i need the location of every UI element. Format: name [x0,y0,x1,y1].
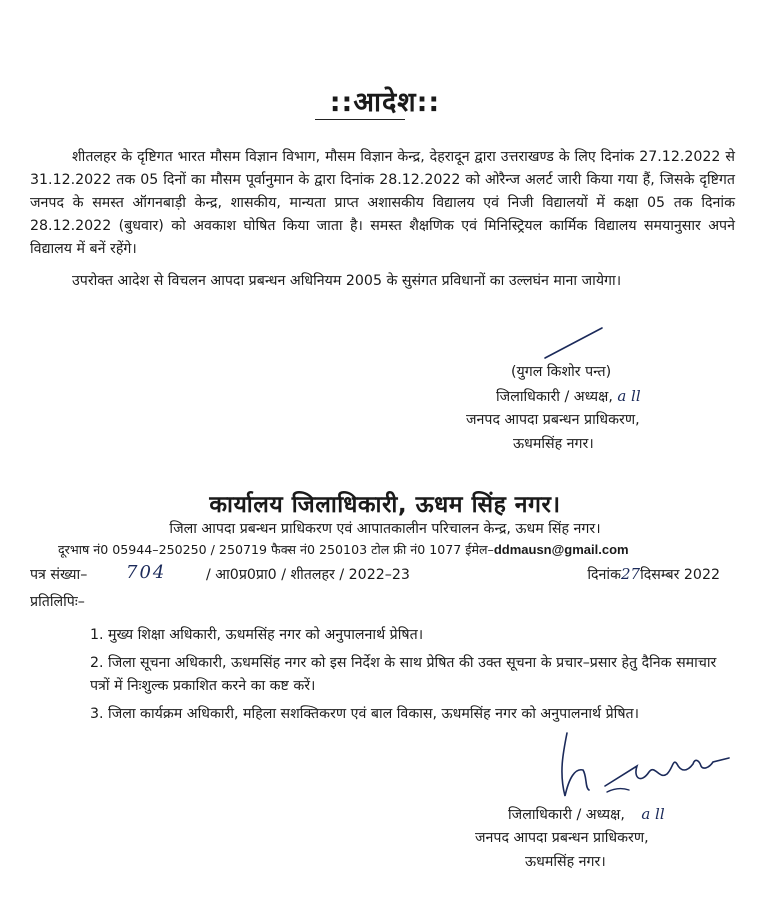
bottom-signature-block [508,802,665,827]
bottom-handwritten-initials: a ll [641,805,665,823]
copy-item-2: 2. जिला सूचना अधिकारी, ऊधमसिंह नगर को इस निर्देश के साथ प्रेषित की उक्त सूचना के प्रचार–प्रसार हेतु दैनिक समाचार पत्रों में निःशुल्क प्रकाशित करने का कष्ट करें। [90,655,717,694]
order-paragraph-1-text: शीतलहर के दृष्टिगत भारत मौसम विज्ञान विभाग, मौसम विज्ञान केन्द्र, देहरादून द्वारा उत्तराखण्ड के लिए दिनांक 27.12.2022 से 31.12.2022 तक 05 दिनों का मौसम पूर्वानुमान के द्वारा दिनांक 28.12.2022 को ओरैन्ज अलर्ट जारी किया गया हैं, जिसके दृष्टिगत जनपद के समस्त ऑगनबाड़ी केन्द्र, शासकीय, मान्यता प्राप्त अशासकीय विद्यालय एवं निजी विद्यालयों में कक्षा 05 तक दिनांक 28.12.2022 (बुधवार) को अवकाश घोषित किया जाता है। समस्त शैक्षणिक एवं मिनिस्ट्रियल कार्मिक विद्यालय समयानुसार अपने विद्यालय में बनें रहेंगे। [30,149,735,257]
signatory-designation: जिलाधिकारी / अध्यक्ष, [496,389,613,405]
contact-email: ddmausn@gmail.com [493,542,629,557]
reference-path: / आ0प्र0प्रा0 / शीतलहर / 2022–23 [206,567,410,583]
signatory-name: (युगल किशोर पन्त) [511,364,612,380]
bottom-place: ऊधमसिंह नगर। [525,854,606,870]
reference-line [30,562,720,589]
date-day: 27 [620,565,641,583]
reference-number: 704 [126,562,167,583]
bottom-designation-line [508,802,665,827]
office-heading: कार्यालय जिलाधिकारी, ऊधम सिंह नगर। [209,492,561,518]
order-paragraph-2 [30,270,735,293]
order-paragraph-2-text: उपरोक्त आदेश से विचलन आपदा प्रबन्धन अधिनियम 2005 के सुसंगत प्रविधानों का उल्लघंन माना जायेगा। [72,273,622,289]
copy-list [90,624,720,731]
reference-date [587,565,720,584]
copy-item-1: 1. मुख्य शिक्षा अधिकारी, ऊधमसिंह नगर को अनुपालनार्थ प्रेषित। [90,627,424,643]
copy-item-3: 3. जिला कार्यक्रम अधिकारी, महिला सशक्तिकरण एवं बाल विकास, ऊधमसिंह नगर को अनुपालनार्थ प्रेषित। [90,706,640,722]
signatory-designation-line [496,384,641,409]
bottom-signature-scribble [545,728,735,803]
office-contact [58,541,738,558]
title-underline [315,119,405,120]
reference-label: पत्र संख्या– [30,567,88,583]
copy-label: प्रतिलिपिः– [30,594,85,610]
date-suffix: दिसम्बर 2022 [640,567,720,583]
top-signature-block [496,360,641,409]
order-title: ::आदेश:: [329,87,441,118]
signatory-place: ऊधमसिंह नगर। [513,436,594,452]
signatory-authority: जनपद आपदा प्रबन्धन प्राधिकरण, [466,412,640,428]
bottom-authority: जनपद आपदा प्रबन्धन प्राधिकरण, [475,830,649,846]
contact-details: दूरभाष नं0 05944–250250 / 250719 फैक्स नं0 250103 टोल फ्री नं0 1077 ईमेल– [58,542,494,557]
bottom-designation: जिलाधिकारी / अध्यक्ष, [508,807,625,823]
date-prefix: दिनांक [587,567,621,583]
order-paragraph-1 [30,146,735,261]
bottom-signature-authority [475,826,649,874]
handwritten-initials: a ll [617,387,641,405]
office-subheading: जिला आपदा प्रबन्धन प्राधिकरण एवं आपातकालीन परिचालन केन्द्र, ऊधम सिंह नगर। [169,521,601,537]
top-signature-stroke [540,322,610,362]
top-signature-authority [466,408,640,456]
